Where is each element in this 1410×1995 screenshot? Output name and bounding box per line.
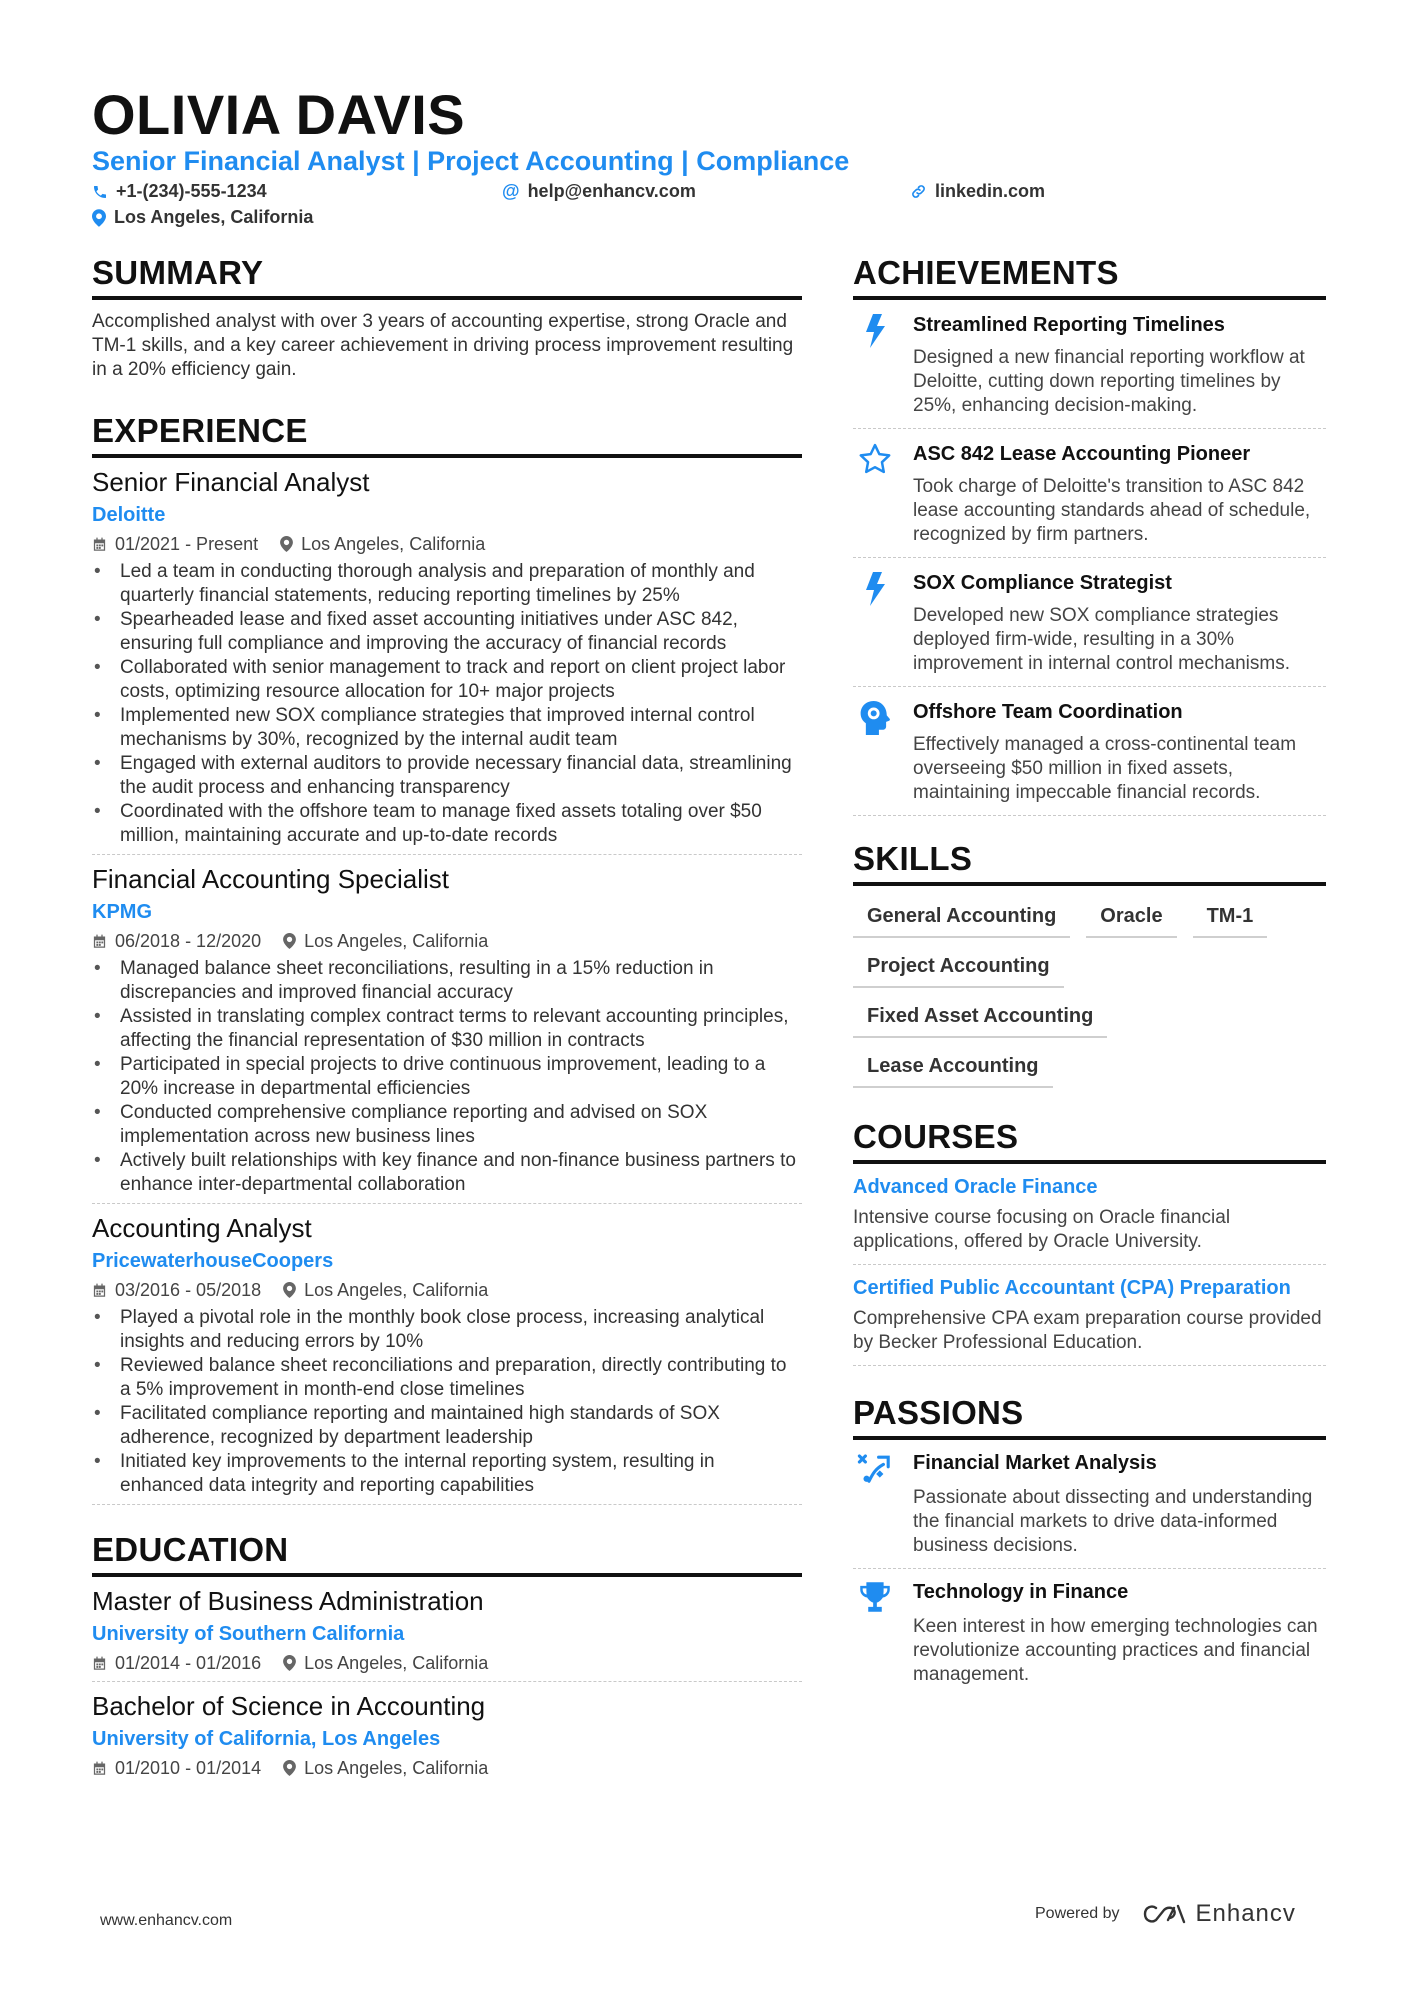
lightning-icon <box>864 572 886 606</box>
education-location: Los Angeles, California <box>304 1758 489 1778</box>
bullet: • Led a team in conducting thorough analysis and preparation of monthly and quarterly financial statements, reducing reporting timelines by 25% <box>92 560 802 608</box>
education-location: Los Angeles, California <box>304 1653 489 1673</box>
contact-email[interactable] <box>502 181 910 202</box>
education-meta <box>92 1651 802 1675</box>
email-text: help@enhancv.com <box>527 181 696 201</box>
trophy-icon <box>859 1581 891 1613</box>
passion-desc: Keen interest in how emerging technologies can revolutionize accounting practices and financial management. <box>913 1616 1318 1685</box>
job-bullets <box>92 560 802 848</box>
experience-title: EXPERIENCE <box>92 412 802 458</box>
job-bullets <box>92 957 802 1197</box>
skill-tag: Oracle <box>1086 896 1176 938</box>
achievements-title: ACHIEVEMENTS <box>853 254 1326 300</box>
calendar-icon <box>92 1761 107 1776</box>
education-title: EDUCATION <box>92 1531 802 1577</box>
calendar-icon <box>92 1283 107 1298</box>
course-title: Certified Public Accountant (CPA) Preparation <box>853 1277 1291 1299</box>
location-pin-icon <box>283 1282 296 1298</box>
job-dates: 03/2016 - 05/2018 <box>115 1280 262 1300</box>
link-icon <box>910 183 927 200</box>
contact-linkedin[interactable] <box>910 181 1045 202</box>
bullet: • Assisted in translating complex contract terms to relevant accounting principles, affecting the financial representation of $30 million in contracts <box>92 1005 802 1053</box>
achievement-title: SOX Compliance Strategist <box>913 572 1172 594</box>
passion-desc: Passionate about dissecting and understanding the financial markets to drive data-informed business decisions. <box>913 1487 1313 1556</box>
job-location: Los Angeles, California <box>301 534 486 554</box>
bullet: • Implemented new SOX compliance strategies that improved internal control mechanisms by 30%, recognized by the internal audit team <box>92 704 802 752</box>
left-column <box>92 254 802 1792</box>
school: University of California, Los Angeles <box>92 1728 441 1750</box>
job-bullets <box>92 1306 802 1498</box>
contact-row <box>92 181 1332 202</box>
achievement-title: Streamlined Reporting Timelines <box>913 314 1225 336</box>
job-meta <box>92 532 802 556</box>
job-company: Deloitte <box>92 504 166 526</box>
achievement-item <box>853 558 1326 687</box>
contact-location <box>92 207 313 228</box>
job-company: PricewaterhouseCoopers <box>92 1250 334 1272</box>
bullet: • Conducted comprehensive compliance reporting and advised on SOX implementation across new business lines <box>92 1101 802 1149</box>
job-role: Senior Financial Analyst <box>92 467 370 497</box>
calendar-icon <box>92 1656 107 1671</box>
education-meta <box>92 1756 802 1780</box>
degree: Bachelor of Science in Accounting <box>92 1691 486 1721</box>
job-dates: 01/2021 - Present <box>115 534 259 554</box>
achievement-item <box>853 429 1326 558</box>
strategy-icon <box>857 1452 893 1484</box>
degree: Master of Business Administration <box>92 1586 484 1616</box>
education-dates: 01/2014 - 01/2016 <box>115 1653 262 1673</box>
course-desc: Comprehensive CPA exam preparation course provided by Becker Professional Education. <box>853 1308 1322 1353</box>
summary-text: Accomplished analyst with over 3 years of accounting expertise, strong Oracle and TM-1 skills, and a key career achievement in driving process improvement resulting in a 20% efficiency gain. <box>92 311 794 380</box>
footer-website[interactable]: www.enhancv.com <box>100 1912 233 1929</box>
phone-icon <box>92 184 108 200</box>
headline: Senior Financial Analyst | Project Accounting | Compliance <box>92 146 850 176</box>
job-entry <box>92 1212 802 1505</box>
location-pin-icon <box>283 1655 296 1671</box>
bullet: • Managed balance sheet reconciliations, resulting in a 15% reduction in discrepancies and improved financial accuracy <box>92 957 802 1005</box>
bullet: • Collaborated with senior management to track and report on client project labor costs, optimizing resource allocation for 10+ major projects <box>92 656 802 704</box>
passion-title: Technology in Finance <box>913 1581 1129 1603</box>
footer-branding <box>1035 1900 1296 1928</box>
job-meta <box>92 929 802 953</box>
job-entry <box>92 863 802 1204</box>
calendar-icon <box>92 934 107 949</box>
skill-tag: TM-1 <box>1193 896 1268 938</box>
right-column <box>853 254 1326 1697</box>
passions-title: PASSIONS <box>853 1394 1326 1440</box>
passion-title: Financial Market Analysis <box>913 1452 1157 1474</box>
job-role: Financial Accounting Specialist <box>92 864 449 894</box>
course-item <box>853 1265 1326 1366</box>
linkedin-text: linkedin.com <box>935 181 1046 201</box>
job-role: Accounting Analyst <box>92 1213 312 1243</box>
location-pin-icon <box>92 209 106 227</box>
achievement-title: ASC 842 Lease Accounting Pioneer <box>913 443 1251 465</box>
location-pin-icon <box>283 933 296 949</box>
powered-by-text: Powered by <box>1035 1905 1120 1922</box>
location-pin-icon <box>280 536 293 552</box>
bullet: • Facilitated compliance reporting and maintained high standards of SOX adherence, recognized by department leadership <box>92 1402 802 1450</box>
skills-title: SKILLS <box>853 840 1326 886</box>
education-entry <box>92 1690 802 1786</box>
course-title: Advanced Oracle Finance <box>853 1176 1098 1198</box>
achievement-item <box>853 300 1326 429</box>
achievement-item <box>853 687 1326 816</box>
lightning-icon <box>864 314 886 348</box>
bullet: • Engaged with external auditors to provide necessary financial data, streamlining the audit process and enhancing transparency <box>92 752 802 800</box>
courses-title: COURSES <box>853 1118 1326 1164</box>
bullet: • Reviewed balance sheet reconciliations and preparation, directly contributing to a 5% improvement in month-end close timelines <box>92 1354 802 1402</box>
skill-tag: Project Accounting <box>853 946 1064 988</box>
course-item <box>853 1164 1326 1265</box>
location-pin-icon <box>283 1760 296 1776</box>
job-location: Los Angeles, California <box>304 1280 489 1300</box>
education-dates: 01/2010 - 01/2014 <box>115 1758 262 1778</box>
passion-item <box>853 1569 1326 1697</box>
job-meta <box>92 1278 802 1302</box>
passion-item <box>853 1440 1326 1569</box>
job-entry <box>92 466 802 855</box>
brand-name: Enhancv <box>1195 1900 1296 1927</box>
bullet: • Coordinated with the offshore team to manage fixed assets totaling over $50 million, maintaining accurate and up-to-date records <box>92 800 802 848</box>
location-text: Los Angeles, California <box>114 207 314 227</box>
job-location: Los Angeles, California <box>304 931 489 951</box>
achievement-desc: Developed new SOX compliance strategies deployed firm-wide, resulting in a 30% improvement in internal control mechanisms. <box>913 605 1290 674</box>
enhancv-logo-icon <box>1142 1902 1188 1926</box>
enhancv-logo[interactable] <box>1142 1900 1296 1928</box>
achievement-desc: Designed a new financial reporting workflow at Deloitte, cutting down reporting timelines by 25%, enhancing decision-making. <box>913 347 1305 416</box>
achievement-desc: Effectively managed a cross-continental team overseeing $50 million in fixed assets, maintaining impeccable financial records. <box>913 734 1297 803</box>
star-icon <box>858 443 892 475</box>
candidate-name: OLIVIA DAVIS <box>92 83 466 146</box>
bullet: • Initiated key improvements to the internal reporting system, resulting in enhanced data integrity and reporting capabilities <box>92 1450 802 1498</box>
bullet: • Participated in special projects to drive continuous improvement, leading to a 20% increase in departmental efficiencies <box>92 1053 802 1101</box>
bullet: • Spearheaded lease and fixed asset accounting initiatives under ASC 842, ensuring full compliance and improving the accuracy of financial records <box>92 608 802 656</box>
education-entry <box>92 1585 802 1682</box>
bullet: • Actively built relationships with key finance and non-finance business partners to enhance inter-departmental collaboration <box>92 1149 802 1197</box>
phone-text: +1-(234)-555-1234 <box>116 181 267 201</box>
bullet: • Played a pivotal role in the monthly book close process, increasing analytical insights and reducing errors by 10% <box>92 1306 802 1354</box>
achievement-title: Offshore Team Coordination <box>913 701 1183 723</box>
at-icon: @ <box>502 181 520 201</box>
skill-tag: Lease Accounting <box>853 1046 1053 1088</box>
skill-tag: General Accounting <box>853 896 1070 938</box>
contact-phone[interactable] <box>92 181 502 202</box>
course-desc: Intensive course focusing on Oracle financial applications, offered by Oracle University. <box>853 1207 1231 1252</box>
job-company: KPMG <box>92 901 152 923</box>
school: University of Southern California <box>92 1623 405 1645</box>
skills-list <box>853 896 1326 1088</box>
head-icon <box>859 701 891 735</box>
skill-tag: Fixed Asset Accounting <box>853 996 1107 1038</box>
achievement-desc: Took charge of Deloitte's transition to ASC 842 lease accounting standards ahead of schedule, recognized by firm partners. <box>913 476 1311 545</box>
calendar-icon <box>92 537 107 552</box>
summary-title: SUMMARY <box>92 254 802 300</box>
job-dates: 06/2018 - 12/2020 <box>115 931 262 951</box>
